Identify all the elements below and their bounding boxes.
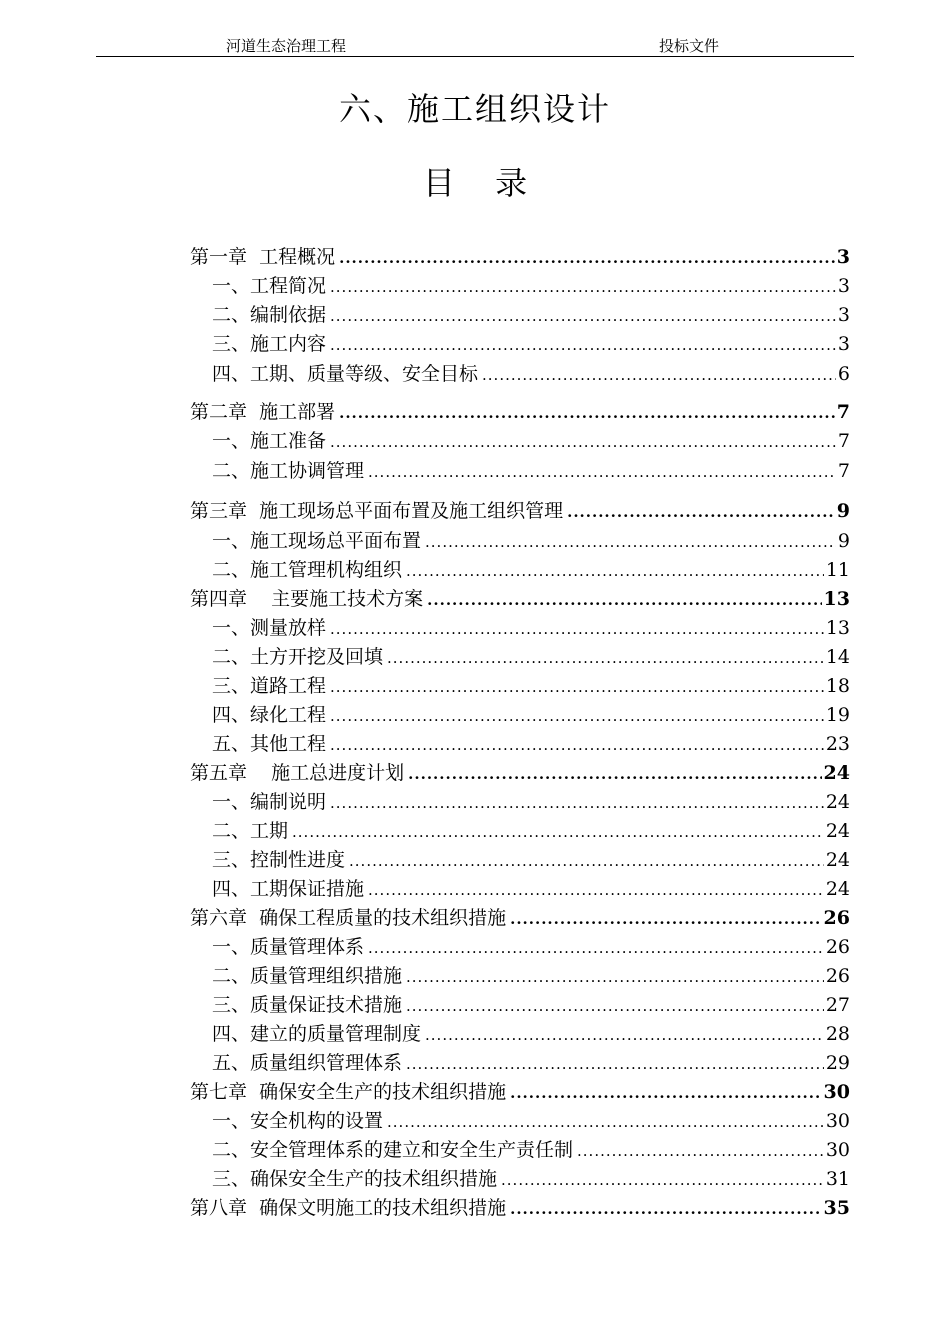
toc-page-number: 24	[823, 762, 850, 784]
toc-dot-leader	[510, 1080, 821, 1106]
toc-page-number: 14	[825, 646, 850, 668]
toc-page-number: 3	[837, 333, 850, 355]
toc-page-number: 18	[825, 675, 850, 697]
toc-dot-leader	[339, 400, 835, 426]
toc-section-entry[interactable]	[212, 702, 850, 728]
toc-page-number: 30	[825, 1139, 850, 1161]
toc-dot-leader	[387, 1109, 824, 1135]
toc-section-entry[interactable]	[212, 1166, 850, 1192]
toc-entry-label: 三、道路工程	[212, 675, 327, 697]
toc-page-number: 3	[837, 275, 850, 297]
toc-page-number: 35	[823, 1197, 850, 1219]
toc-section-entry[interactable]	[212, 731, 850, 757]
toc-chapter-entry[interactable]	[190, 399, 850, 425]
toc-section-entry[interactable]	[212, 273, 850, 299]
toc-entry-label: 第七章 确保安全生产的技术组织措施	[190, 1081, 507, 1103]
toc-entry-label: 二、编制依据	[212, 304, 327, 326]
toc-section-entry[interactable]	[212, 458, 850, 484]
toc-page-number: 28	[825, 1023, 850, 1045]
toc-page-number: 7	[836, 401, 850, 423]
toc-entry-label: 二、质量管理组织措施	[212, 965, 403, 987]
toc-chapter-entry[interactable]	[190, 905, 850, 931]
toc-page-number: 23	[825, 733, 850, 755]
toc-entry-label: 四、绿化工程	[212, 704, 327, 726]
header-doc-type: 投标文件	[659, 37, 720, 55]
toc-entry-label: 一、施工准备	[212, 430, 327, 452]
toc-entry-label: 一、工程简况	[212, 275, 327, 297]
toc-dot-leader	[406, 1051, 824, 1077]
toc-dot-leader	[510, 906, 821, 932]
toc-section-entry[interactable]	[212, 644, 850, 670]
toc-entry-label: 四、建立的质量管理制度	[212, 1023, 422, 1045]
toc-dot-leader	[330, 332, 836, 358]
toc-section-entry[interactable]	[212, 818, 850, 844]
toc-entry-label: 二、安全管理体系的建立和安全生产责任制	[212, 1139, 574, 1161]
toc-section-entry[interactable]	[212, 1137, 850, 1163]
toc-entry-label: 二、工期	[212, 820, 289, 842]
toc-dot-leader	[292, 819, 824, 845]
toc-page-number: 27	[825, 994, 850, 1016]
toc-entry-label: 二、施工协调管理	[212, 460, 365, 482]
toc-page-number: 30	[823, 1081, 850, 1103]
toc-entry-label: 第四章 主要施工技术方案	[190, 588, 424, 610]
toc-entry-label: 二、施工管理机构组织	[212, 559, 403, 581]
toc-entry-label: 第六章 确保工程质量的技术组织措施	[190, 907, 507, 929]
toc-page-number: 24	[825, 849, 850, 871]
toc-entry-label: 一、编制说明	[212, 791, 327, 813]
toc-section-entry[interactable]	[212, 673, 850, 699]
toc-page-number: 29	[825, 1052, 850, 1074]
toc-section-entry[interactable]	[212, 876, 850, 902]
toc-section-entry[interactable]	[212, 1108, 850, 1134]
page-header	[96, 34, 854, 57]
toc-page-number: 26	[825, 936, 850, 958]
toc-dot-leader	[330, 703, 824, 729]
toc-dot-leader	[368, 877, 824, 903]
toc-dot-leader	[427, 587, 821, 613]
toc-entry-label: 三、质量保证技术措施	[212, 994, 403, 1016]
toc-dot-leader	[330, 732, 824, 758]
toc-page-number: 3	[837, 304, 850, 326]
toc-dot-leader	[330, 790, 824, 816]
toc-entry-label: 三、确保安全生产的技术组织措施	[212, 1168, 498, 1190]
toc-page-number: 24	[825, 878, 850, 900]
page-title: 六、施工组织设计	[338, 90, 611, 128]
toc-dot-leader	[330, 616, 824, 642]
toc-page-number: 13	[825, 617, 850, 639]
toc-section-entry[interactable]	[212, 1050, 850, 1076]
toc-dot-leader	[406, 558, 824, 584]
toc-dot-leader	[330, 674, 824, 700]
toc-section-entry[interactable]	[212, 1021, 850, 1047]
toc-heading: 目 录	[422, 164, 528, 202]
toc-entry-label: 第二章 施工部署	[190, 401, 336, 423]
toc-section-entry[interactable]	[212, 302, 850, 328]
toc-page-number: 24	[825, 791, 850, 813]
toc-dot-leader	[330, 303, 836, 329]
toc-page-number: 19	[825, 704, 850, 726]
toc-entry-label: 三、控制性进度	[212, 849, 346, 871]
toc-page-number: 7	[837, 460, 850, 482]
toc-section-entry[interactable]	[212, 847, 850, 873]
toc-page-number: 31	[825, 1168, 850, 1190]
toc-entry-label: 第五章 施工总进度计划	[190, 762, 405, 784]
toc-entry-label: 一、施工现场总平面布置	[212, 530, 422, 552]
toc-section-entry[interactable]	[212, 992, 850, 1018]
toc-dot-leader	[387, 645, 824, 671]
toc-chapter-entry[interactable]	[190, 1079, 850, 1105]
toc-page-number: 7	[837, 430, 850, 452]
toc-chapter-entry[interactable]	[190, 498, 850, 524]
toc-dot-leader	[577, 1138, 824, 1164]
toc-page-number: 30	[825, 1110, 850, 1132]
toc-chapter-entry[interactable]	[190, 760, 850, 786]
toc-entry-label: 第八章 确保文明施工的技术组织措施	[190, 1197, 507, 1219]
toc-section-entry[interactable]	[212, 934, 850, 960]
toc-dot-leader	[330, 274, 836, 300]
toc-page-number: 9	[836, 500, 850, 522]
toc-chapter-entry[interactable]	[190, 586, 850, 612]
toc-page-number: 26	[825, 965, 850, 987]
toc-section-entry[interactable]	[212, 963, 850, 989]
toc-section-entry[interactable]	[212, 789, 850, 815]
toc-page-number: 6	[837, 363, 850, 385]
toc-entry-label: 四、工期保证措施	[212, 878, 365, 900]
toc-section-entry[interactable]	[212, 428, 850, 454]
toc-dot-leader	[368, 935, 824, 961]
toc-dot-leader	[368, 459, 836, 485]
toc-dot-leader	[406, 964, 824, 990]
toc-section-entry[interactable]	[212, 557, 850, 583]
toc-entry-label: 三、施工内容	[212, 333, 327, 355]
toc-entry-label: 一、安全机构的设置	[212, 1110, 384, 1132]
toc-entry-label: 一、测量放样	[212, 617, 327, 639]
toc-entry-label: 第一章 工程概况	[190, 246, 336, 268]
toc-dot-leader	[425, 529, 836, 555]
toc-entry-label: 四、工期、质量等级、安全目标	[212, 363, 479, 385]
header-project-name: 河道生态治理工程	[226, 37, 347, 55]
toc-dot-leader	[482, 362, 836, 388]
toc-page-number: 11	[825, 559, 850, 581]
toc-page-number: 3	[836, 246, 850, 268]
toc-dot-leader	[339, 245, 835, 271]
toc-chapter-entry[interactable]	[190, 1195, 850, 1221]
toc-page-number: 26	[823, 907, 850, 929]
toc-chapter-entry[interactable]	[190, 244, 850, 270]
toc-section-entry[interactable]	[212, 361, 850, 387]
toc-dot-leader	[408, 761, 821, 787]
toc-entry-label: 第三章 施工现场总平面布置及施工组织管理	[190, 500, 564, 522]
toc-section-entry[interactable]	[212, 528, 850, 554]
toc-entry-label: 二、土方开挖及回填	[212, 646, 384, 668]
toc-dot-leader	[406, 993, 824, 1019]
toc-entry-label: 一、质量管理体系	[212, 936, 365, 958]
toc-page-number: 9	[837, 530, 850, 552]
toc-entry-label: 五、其他工程	[212, 733, 327, 755]
toc-dot-leader	[501, 1167, 824, 1193]
toc-section-entry[interactable]	[212, 331, 850, 357]
toc-section-entry[interactable]	[212, 615, 850, 641]
toc-dot-leader	[567, 499, 835, 525]
toc-dot-leader	[425, 1022, 824, 1048]
toc-page-number: 13	[823, 588, 850, 610]
toc-dot-leader	[330, 429, 836, 455]
toc-page-number: 24	[825, 820, 850, 842]
toc-dot-leader	[349, 848, 824, 874]
toc-dot-leader	[510, 1196, 821, 1222]
toc-entry-label: 五、质量组织管理体系	[212, 1052, 403, 1074]
